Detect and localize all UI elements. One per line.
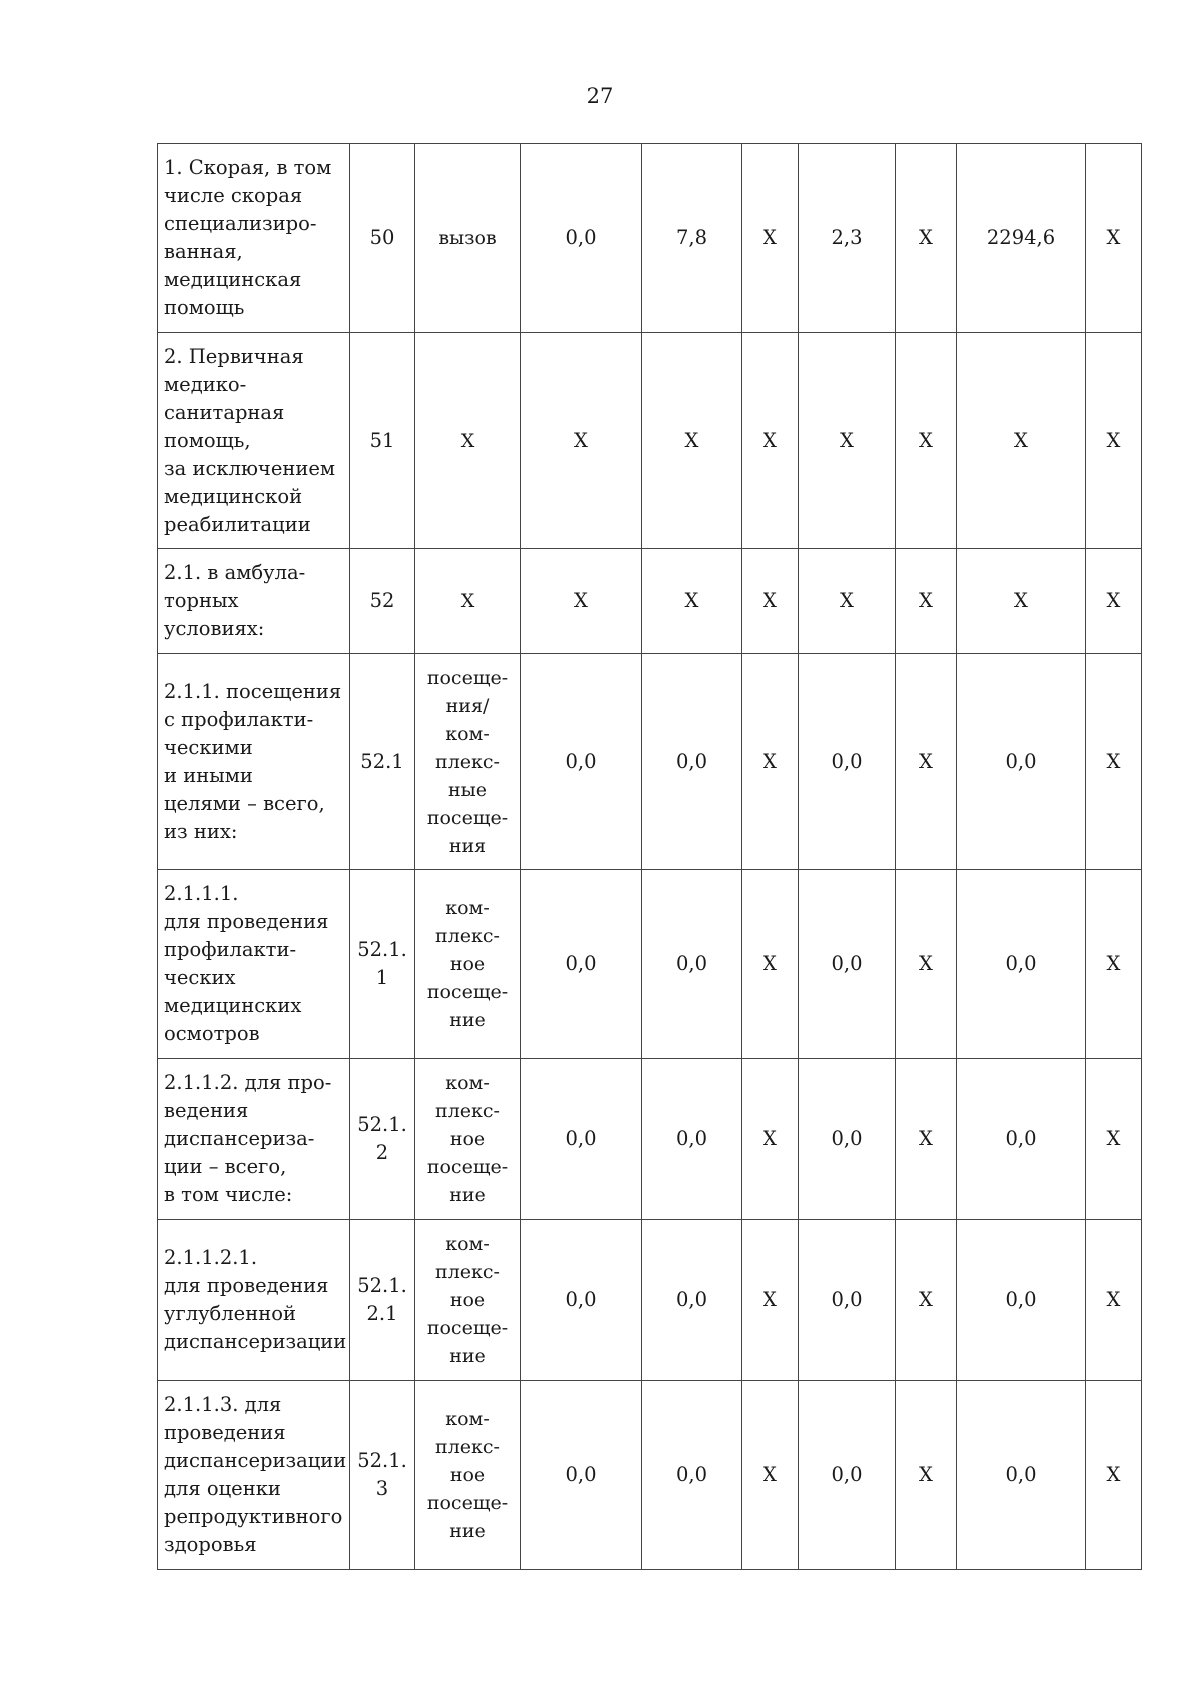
row-code-cell: 52.1. 3 [350,1381,415,1570]
row-value-cell: X [742,654,799,870]
row-code-cell: 52.1. 2.1 [350,1220,415,1381]
row-value-cell: X [799,549,896,654]
row-value-cell: X [1086,1059,1142,1220]
row-value-cell: 0,0 [957,1381,1086,1570]
row-value-cell: X [957,333,1086,549]
row-unit-cell: ком- плекс- ное посеще- ние [415,1381,521,1570]
row-value-cell: 0,0 [521,1220,642,1381]
row-unit-cell: посеще- ния/ ком- плекс- ные посеще- ния [415,654,521,870]
row-name-cell: 2.1.1.1. для проведения профилакти- ческих медицинских осмотров [158,870,350,1059]
table-row [158,1220,1142,1381]
row-unit-cell: вызов [415,144,521,333]
row-value-cell: 2,3 [799,144,896,333]
row-value-cell: 0,0 [521,870,642,1059]
row-unit-cell: ком- плекс- ное посеще- ние [415,1059,521,1220]
row-value-cell: X [742,144,799,333]
row-value-cell: X [642,549,742,654]
row-code-cell: 50 [350,144,415,333]
table-row [158,1059,1142,1220]
row-value-cell: 0,0 [642,1381,742,1570]
table-row [158,654,1142,870]
row-code-cell: 52 [350,549,415,654]
row-value-cell: 0,0 [799,870,896,1059]
table-row [158,144,1142,333]
row-value-cell: X [896,333,957,549]
row-value-cell: 0,0 [957,1059,1086,1220]
row-value-cell: X [957,549,1086,654]
row-unit-cell: X [415,549,521,654]
table-row [158,870,1142,1059]
row-value-cell: 0,0 [957,654,1086,870]
row-value-cell: 0,0 [642,870,742,1059]
table-row [158,549,1142,654]
row-code-cell: 52.1. 2 [350,1059,415,1220]
row-name-cell: 2.1.1.2. для про- ведения диспансериза- ции – всего, в том числе: [158,1059,350,1220]
row-code-cell: 52.1 [350,654,415,870]
row-name-cell: 1. Скорая, в том числе скорая специализиро- ванная, медицинская помощь [158,144,350,333]
row-unit-cell: ком- плекс- ное посеще- ние [415,1220,521,1381]
row-value-cell: X [1086,870,1142,1059]
row-value-cell: X [742,870,799,1059]
row-value-cell: 0,0 [642,1220,742,1381]
row-value-cell: X [896,654,957,870]
row-value-cell: X [1086,654,1142,870]
row-unit-cell: ком- плекс- ное посеще- ние [415,870,521,1059]
row-code-cell: 52.1. 1 [350,870,415,1059]
row-value-cell: 0,0 [521,654,642,870]
row-value-cell: 0,0 [521,144,642,333]
row-value-cell: X [896,549,957,654]
row-value-cell: X [742,1059,799,1220]
row-name-cell: 2.1.1.2.1. для проведения углубленной диспансеризации [158,1220,350,1381]
row-value-cell: X [742,1220,799,1381]
row-value-cell: X [896,1220,957,1381]
row-value-cell: X [799,333,896,549]
row-value-cell: 0,0 [642,654,742,870]
row-name-cell: 2. Первичная медико- санитарная помощь, за исключением медицинской реабилитации [158,333,350,549]
row-value-cell: 0,0 [799,1381,896,1570]
row-value-cell: X [896,144,957,333]
row-code-cell: 51 [350,333,415,549]
row-value-cell: 2294,6 [957,144,1086,333]
row-value-cell: 0,0 [799,654,896,870]
row-value-cell: 0,0 [799,1220,896,1381]
row-value-cell: X [742,549,799,654]
row-value-cell: 0,0 [799,1059,896,1220]
table-body [158,144,1142,1570]
row-value-cell: X [1086,1381,1142,1570]
row-value-cell: 0,0 [642,1059,742,1220]
row-name-cell: 2.1.1. посещения с профилакти- ческими и иными целями – всего, из них: [158,654,350,870]
row-value-cell: X [1086,549,1142,654]
row-value-cell: 0,0 [957,1220,1086,1381]
table-row [158,333,1142,549]
row-value-cell: 7,8 [642,144,742,333]
row-name-cell: 2.1. в амбула- торных условиях: [158,549,350,654]
row-value-cell: X [1086,144,1142,333]
row-value-cell: 0,0 [521,1381,642,1570]
row-value-cell: X [521,333,642,549]
row-value-cell: X [896,1381,957,1570]
row-value-cell: X [521,549,642,654]
data-table [157,143,1142,1570]
row-value-cell: X [642,333,742,549]
row-value-cell: X [1086,1220,1142,1381]
row-value-cell: 0,0 [521,1059,642,1220]
row-unit-cell: X [415,333,521,549]
row-value-cell: X [896,1059,957,1220]
table-row [158,1381,1142,1570]
row-value-cell: X [742,1381,799,1570]
row-value-cell: X [896,870,957,1059]
row-value-cell: 0,0 [957,870,1086,1059]
page-number: 27 [586,84,614,108]
row-value-cell: X [742,333,799,549]
row-value-cell: X [1086,333,1142,549]
row-name-cell: 2.1.1.3. для проведения диспансеризации для оценки репродуктивного здоровья [158,1381,350,1570]
